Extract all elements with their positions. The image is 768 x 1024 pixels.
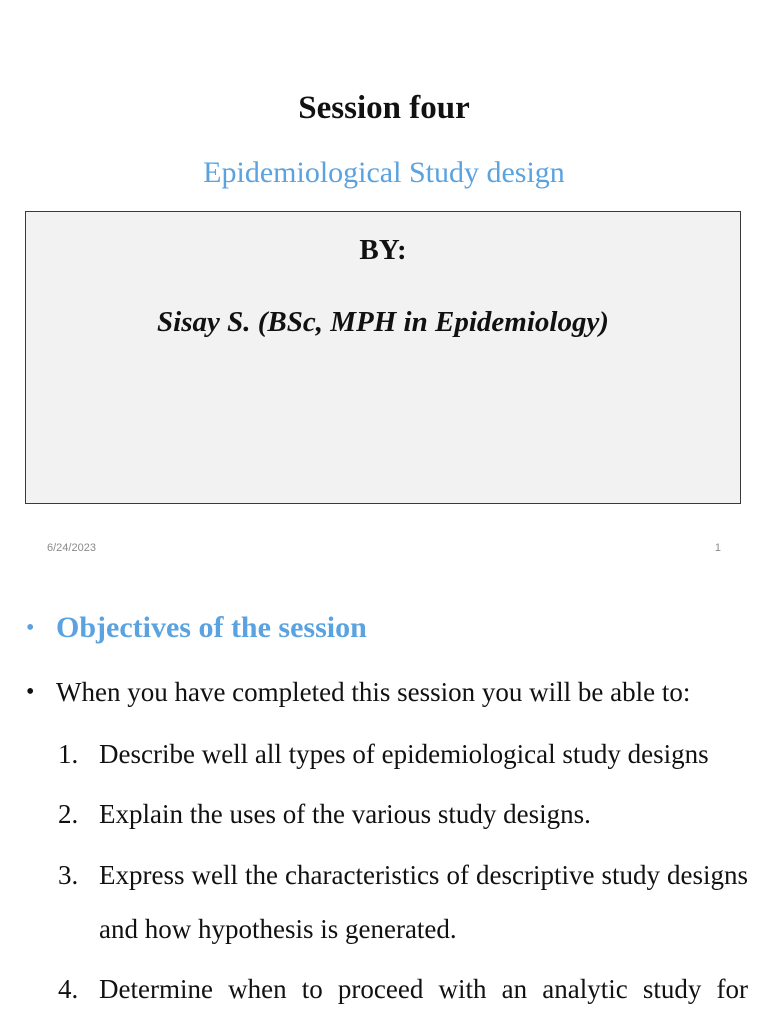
by-label: BY: (359, 234, 407, 266)
bullet-icon: • (26, 679, 35, 705)
footer-date: 6/24/2023 (47, 542, 96, 554)
author-box (25, 211, 741, 504)
item-text: Determine when to proceed with an analytic study for (99, 974, 748, 1004)
page-number: 1 (714, 542, 721, 554)
bullet-icon: • (26, 615, 35, 641)
objectives-heading: Objectives of the session (56, 611, 367, 644)
intro-text: When you have completed this session you will be able to: (56, 677, 691, 707)
item-number: 4. (58, 974, 79, 1004)
item-number: 1. (58, 739, 79, 769)
objectives-slide (0, 580, 768, 1024)
item-number: 2. (58, 799, 79, 829)
session-subtitle: Epidemiological Study design (203, 156, 565, 189)
author-name: Sisay S. (BSc, MPH in Epidemiology) (157, 306, 609, 338)
item-text: Express well the characteristics of descriptive study designs and how hypothesis is generated. (99, 860, 748, 944)
item-text: Explain the uses of the various study designs. (99, 799, 591, 829)
item-text: Describe well all types of epidemiological study designs (99, 739, 709, 769)
session-title: Session four (298, 90, 470, 126)
item-number: 3. (58, 860, 79, 890)
